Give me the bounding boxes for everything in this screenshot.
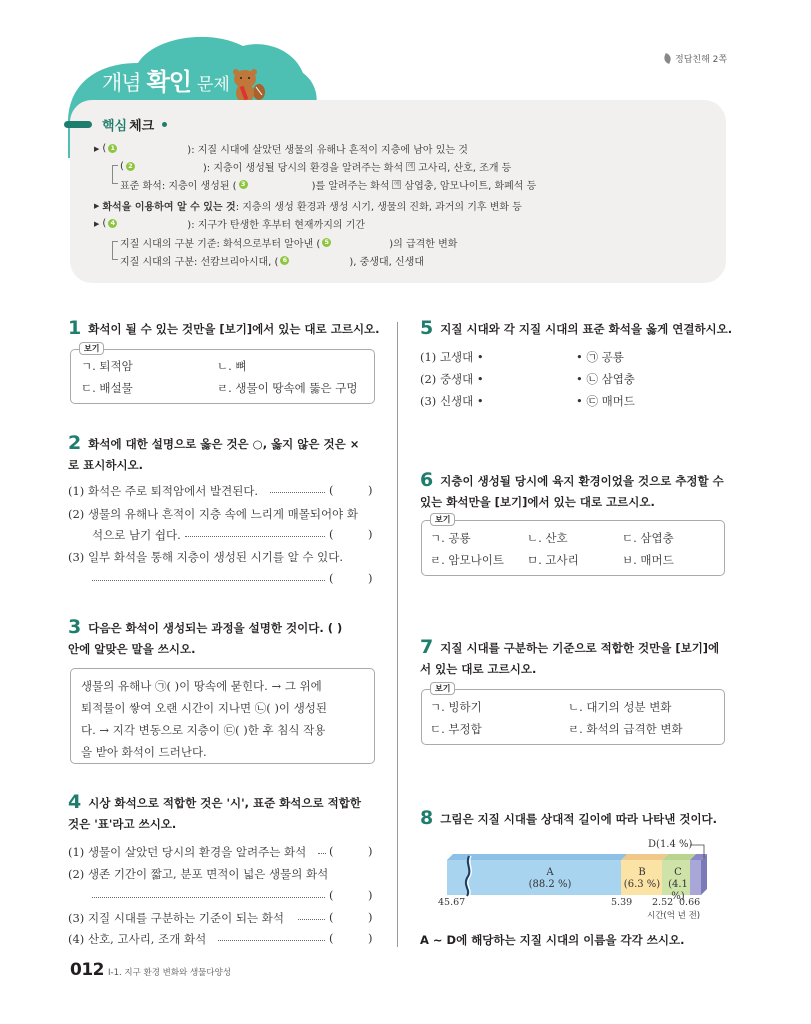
x-tick: 0.66 [679, 897, 701, 908]
core-line-6: 지질 시대의 구분 기준: 화석으로부터 알아낸 ( 5 )의 급격한 변화 [120, 238, 458, 250]
question-7-prompt: 7 지질 시대를 구분하는 기준으로 적합한 것만을 [보기]에 서 있는 대로 고르시오. [420, 636, 720, 676]
x-axis-label: 시간(억 년 전) [647, 911, 701, 921]
example-mark: 예 [394, 181, 400, 188]
question-5-prompt: 5 지질 시대와 각 지질 시대의 표준 화석을 옳게 연결하시오. [420, 317, 733, 339]
core-check-title: 핵심 체크 [102, 119, 155, 134]
leader-dots [318, 853, 326, 854]
bogi-item: ㄴ. 산호 [527, 531, 568, 545]
number-badge: 3 [239, 180, 248, 189]
q4-item-4: (4) 산호, 고사리, 조개 화석 [68, 932, 207, 946]
core-check-header [64, 115, 167, 134]
tree-bracket [112, 165, 118, 184]
core-line-2: ( 2 ): 지층이 생성될 당시의 환경을 알려주는 화석 예 고사리, 산호, 조개 등 [120, 161, 512, 174]
answer-paren-close: ) [368, 931, 373, 945]
answer-paren-open[interactable]: ( [329, 844, 334, 858]
question-6-prompt: 6 지층이 생성될 당시에 육지 환경이었을 것으로 추정할 수 있는 화석만을 [보기]에서 있는 대로 고르시오. [420, 469, 724, 509]
page-title: 개념 확인 문제 [102, 68, 230, 96]
answer-paren-close: ) [368, 910, 373, 924]
match-right-item[interactable]: • ㉡ 삼엽충 [576, 372, 635, 386]
answer-paren-open[interactable]: ( [329, 483, 334, 497]
answer-paren-open[interactable]: ( [329, 888, 334, 902]
q3-passage-box: 생물의 유해나 ㉠( )이 땅속에 묻힌다. → 그 위에 퇴적물이 쌓여 오랜 시간이 지나면 ㉡( )이 생성된 다. → 지각 변동으로 지층이 ㉢( )한 후 침식 작용 을 받아 화석이 드러난다. [70, 668, 375, 764]
bogi-item: ㄱ. 공룡 [430, 531, 471, 545]
match-right-item[interactable]: • ㉠ 공룡 [576, 350, 624, 364]
section-title: Ⅰ-1. 지구 환경 변화와 생물다양성 [108, 968, 232, 978]
x-tick: 5.39 [611, 897, 633, 908]
leader-dots [270, 492, 325, 493]
bogi-item: ㅂ. 매머드 [622, 553, 674, 567]
answer-paren-close: ) [368, 527, 373, 541]
number-badge: 1 [108, 144, 117, 153]
leader-dots [298, 919, 325, 920]
answer-paren-open[interactable]: ( [329, 527, 334, 541]
q2-item-2: (2) 생물의 유해나 흔적이 지층 속에 느리게 매몰되어야 화 [68, 507, 358, 521]
bogi-item: ㄹ. 화석의 급격한 변화 [568, 722, 683, 736]
match-left-item[interactable]: (2) 중생대 • [420, 372, 484, 386]
q2-item-3: (3) 일부 화석을 통해 지층이 생성된 시기를 알 수 있다. [68, 550, 344, 564]
bogi-item: ㄷ. 부정합 [430, 722, 482, 736]
q2-item-1: (1) 화석은 주로 퇴적암에서 발견된다. [68, 484, 259, 498]
match-left-item[interactable]: (3) 신생대 • [420, 394, 484, 408]
bar-label-a: A (88.2 %) [528, 867, 572, 890]
answer-paren-close: ) [368, 571, 373, 585]
core-line-4: ▶ 화석을 이용하여 알 수 있는 것 : 지층의 생성 환경과 생성 시기, 생물의 진화, 과거의 기후 변화 등 [94, 201, 522, 213]
triangle-bullet-icon: ▶ [94, 219, 100, 228]
bogi-item: ㄷ. 배설물 [81, 381, 133, 395]
bogi-item: ㄹ. 생물이 땅속에 뚫은 구멍 [217, 381, 358, 395]
bogi-item: ㄱ. 빙하기 [430, 700, 482, 714]
q1-bogi-box: 보기 ㄱ. 퇴적암 ㄴ. 뼈 ㄷ. 배설물 ㄹ. 생물이 땅속에 뚫은 구멍 [70, 349, 375, 404]
core-line-5: ▶ ( 4 ): 지구가 탄생한 후부터 현재까지의 기간 [94, 218, 366, 231]
answer-paren-open[interactable]: ( [329, 571, 334, 585]
bogi-item: ㄱ. 퇴적암 [81, 359, 133, 373]
question-1-prompt: 1 화석이 될 수 있는 것만을 [보기]에서 있는 대로 고르시오. [68, 317, 380, 339]
answer-paren-close: ) [368, 844, 373, 858]
number-badge: 6 [280, 256, 289, 265]
q4-item-1: (1) 생물이 살았던 당시의 환경을 알려주는 화석 [68, 845, 307, 859]
leaf-icon [663, 53, 673, 64]
answer-paren-close: ) [368, 483, 373, 497]
bogi-item: ㄴ. 대기의 성분 변화 [568, 700, 672, 714]
triangle-bullet-icon: ▶ [94, 144, 100, 153]
bogi-item: ㅁ. 고사리 [527, 553, 579, 567]
q6-bogi-box: 보기 ㄱ. 공룡 ㄴ. 산호 ㄷ. 삼엽충 ㄹ. 암모나이트 ㅁ. 고사리 ㅂ. 매머드 [421, 520, 725, 576]
bar-label-c: C (4.1 %) [668, 867, 688, 902]
q2-item-2-cont: 석으로 남기 쉽다. [92, 528, 181, 542]
q4-item-2: (2) 생존 기간이 짧고, 분포 면적이 넓은 생물의 화석 [68, 867, 329, 881]
q7-bogi-box: 보기 ㄱ. 빙하기 ㄴ. 대기의 성분 변화 ㄷ. 부정합 ㄹ. 화석의 급격한 변화 [421, 689, 725, 745]
q4-item-3: (3) 지질 시대를 구분하는 기준이 되는 화석 [68, 911, 284, 925]
answer-paren-close: ) [368, 888, 373, 902]
question-3-prompt: 3 다음은 화석이 생성되는 과정을 설명한 것이다. ( ) 안에 알맞은 말을 쓰시오. [68, 616, 343, 656]
match-right-item[interactable]: • ㉢ 매머드 [576, 394, 635, 408]
question-8-prompt: 8 그림은 지질 시대를 상대적 길이에 따라 나타낸 것이다. [420, 807, 718, 829]
bogi-item: ㄴ. 뼈 [217, 359, 247, 373]
bullet-dot-icon [162, 122, 167, 127]
triangle-bullet-icon: ▶ [94, 201, 100, 210]
number-badge: 2 [126, 162, 135, 171]
leader-dots [92, 580, 325, 581]
x-tick: 2.52 [652, 897, 674, 908]
question-8-subprompt: A ~ D에 해당하는 지질 시대의 이름을 각각 쓰시오. [420, 933, 685, 947]
answer-paren-open[interactable]: ( [329, 910, 334, 924]
question-2-prompt: 2 화석에 대한 설명으로 옳은 것은 ○, 옳지 않은 것은 × 로 표시하시오. [68, 432, 360, 472]
bar-label-d: D(1.4 %) [648, 839, 693, 850]
core-line-3: 표준 화석: 지층이 생성된 ( 3 )를 알려주는 화석 예 삼엽충, 암모나이트, 화폐석 등 [120, 180, 537, 192]
tree-bracket [112, 241, 118, 260]
answer-reference: 정답친해 2쪽 [664, 52, 727, 65]
bogi-item: ㄷ. 삼엽충 [622, 531, 674, 545]
header-bar-icon [64, 121, 92, 128]
match-left-item[interactable]: (1) 고생대 • [420, 350, 484, 364]
d-leader-line [690, 843, 710, 859]
core-line-1: ▶ ( 1 ): 지질 시대에 살았던 생물의 유해나 흔적이 지층에 남아 있는 것 [94, 143, 468, 156]
leader-dots [92, 897, 325, 898]
leader-dots [185, 536, 325, 537]
number-badge: 5 [322, 238, 331, 247]
example-mark: 예 [407, 163, 414, 170]
bar-label-b: B (6.3 %) [623, 867, 661, 890]
answer-paren-open[interactable]: ( [329, 931, 334, 945]
x-tick: 45.67 [438, 897, 466, 908]
core-line-7: 지질 시대의 구분: 선캄브리아시대, ( 6 ), 중생대, 신생대 [120, 256, 424, 268]
column-divider [397, 322, 398, 947]
leader-dots [218, 940, 325, 941]
number-badge: 4 [108, 219, 117, 228]
question-4-prompt: 4 시상 화석으로 적합한 것은 '시', 표준 화석으로 적합한 것은 '표'라고 쓰시오. [68, 791, 361, 831]
page-number: 012 [70, 960, 104, 980]
bogi-item: ㄹ. 암모나이트 [430, 553, 504, 567]
